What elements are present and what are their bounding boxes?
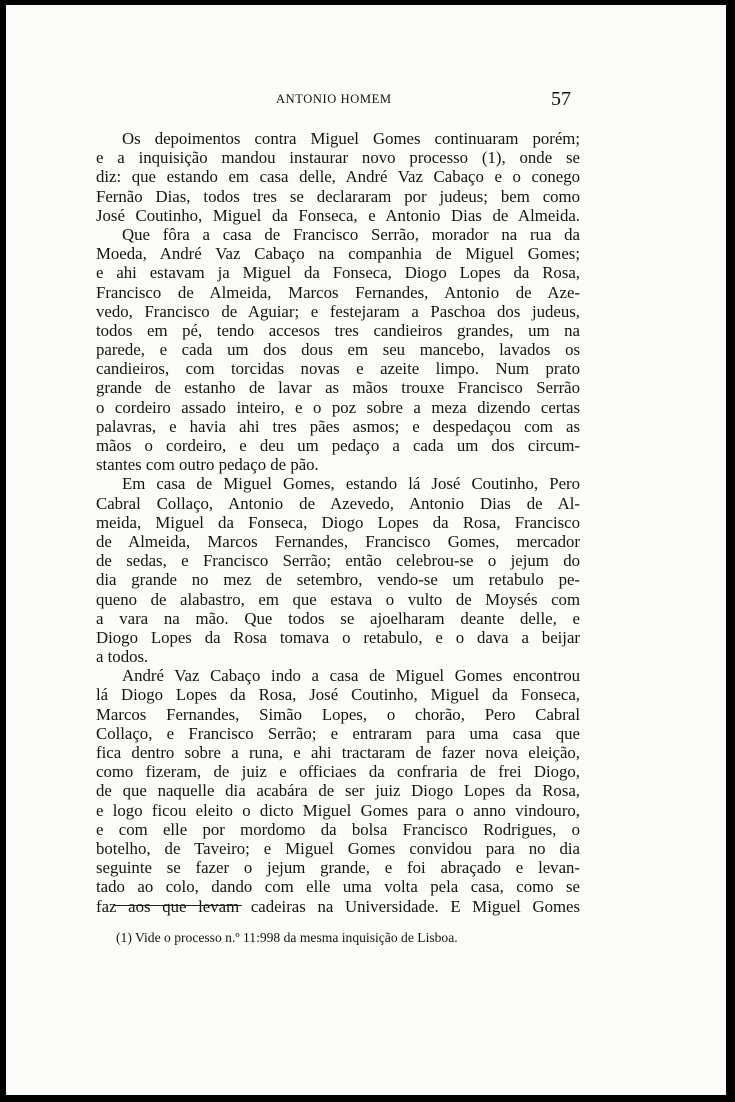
text-line: parede, e cada um dos dous em seu mancebo, lavados os <box>96 340 580 360</box>
text-line: grande de estanho de lavar as mãos trouxe Francisco Serrão <box>96 378 580 398</box>
text-line: tado ao colo, dando com elle uma volta pela casa, como se <box>96 877 580 897</box>
text-line: mãos o cordeiro, e deu um pedaço a cada um dos circum- <box>96 436 580 455</box>
page-header <box>6 88 726 112</box>
text-line: Que fôra a casa de Francisco Serrão, morador na rua da <box>122 224 580 244</box>
text-line: a vara na mão. Que todos se ajoelharam deante delle, e <box>96 608 580 628</box>
text-line: André Vaz Cabaço indo a casa de Miguel Gomes encontrou <box>122 666 580 686</box>
text-line: José Coutinho, Miguel da Fonseca, e Antonio Dias de Almeida. <box>96 205 580 225</box>
text-line: dia grande no mez de setembro, vendo-se um retabulo pe- <box>96 570 580 590</box>
text-line: botelho, de Taveiro; e Miguel Gomes convidou para no dia <box>96 838 580 858</box>
text-line: de Almeida, Marcos Fernandes, Francisco Gomes, mercador <box>96 531 580 551</box>
text-line: stantes com outro pedaço de pão. <box>96 455 319 475</box>
text-line: faz aos que levam cadeiras na Universidade. E Miguel Gomes <box>96 896 580 916</box>
text-line: como fizeram, de juiz e officiaes da confraria de frei Diogo, <box>96 762 580 782</box>
text-line: o cordeiro assado inteiro, e o poz sobre a meza dizendo certas <box>96 397 580 417</box>
text-line: e com elle por mordomo da bolsa Francisco Rodrigues, o <box>96 819 580 839</box>
text-line: e ahi estavam ja Miguel da Fonseca, Diogo Lopes da Rosa, <box>96 263 580 283</box>
text-line: todos em pé, tendo accesos tres candieiros grandes, um na <box>96 320 580 340</box>
text-line: queno de alabastro, em que estava o vulto de Moysés com <box>96 589 580 609</box>
text-line: candieiros, com torcidas novas e azeite limpo. Num prato <box>96 359 580 379</box>
text-line: Fernão Dias, todos tres se declararam por judeus; bem como <box>96 186 580 206</box>
text-line: Os depoimentos contra Miguel Gomes continuaram porém; <box>122 129 580 148</box>
text-line: diz: que estando em casa delle, André Vaz Cabaço e o conego <box>96 167 580 187</box>
text-line: Cabral Collaço, Antonio de Azevedo, Antonio Dias de Al- <box>96 493 580 513</box>
text-line: e logo ficou eleito o dicto Miguel Gomes para o anno vindouro, <box>96 800 580 820</box>
text-line: meida, Miguel da Fonseca, Diogo Lopes da Rosa, Francisco <box>96 512 580 532</box>
text-line: fica dentro sobre a runa, e ahi tractaram de fazer nova eleição, <box>96 743 580 762</box>
text-line: de sedas, e Francisco Serrão; então celebrou-se o jejum do <box>96 551 580 571</box>
footnote: (1) Vide o processo n.º 11:998 da mesma inquisição de Lisboa. <box>116 930 458 945</box>
footnote-divider <box>114 905 242 906</box>
text-line: Em casa de Miguel Gomes, estando lá José Coutinho, Pero <box>122 474 580 494</box>
text-line: a todos. <box>96 647 149 667</box>
text-line: de que naquelle dia acabára de ser juiz Diogo Lopes da Rosa, <box>96 781 580 801</box>
running-title: ANTONIO HOMEM <box>276 92 392 106</box>
page-number: 57 <box>551 88 571 110</box>
text-line: e a inquisição mandou instaurar novo processo (1), onde se <box>96 148 580 168</box>
text-line: Moeda, André Vaz Cabaço na companhia de Miguel Gomes; <box>96 244 580 264</box>
body-text <box>96 129 580 916</box>
text-line: Marcos Fernandes, Simão Lopes, o chorão, Pero Cabral <box>96 704 580 724</box>
text-line: lá Diogo Lopes da Rosa, José Coutinho, Miguel da Fonseca, <box>96 685 580 705</box>
text-line: Collaço, e Francisco Serrão; e entraram para uma casa que <box>96 723 580 743</box>
text-line: Francisco de Almeida, Marcos Fernandes, Antonio de Aze- <box>96 282 580 302</box>
text-line: seguinte se fazer o jejum grande, e foi abraçado e levan- <box>96 858 580 878</box>
text-line: palavras, e havia ahi tres pães asmos; e despedaçou com as <box>96 416 580 436</box>
book-page <box>6 5 726 1095</box>
text-line: vedo, Francisco de Aguiar; e festejaram a Paschoa dos judeus, <box>96 301 580 321</box>
text-line: Diogo Lopes da Rosa tomava o retabulo, e o dava a beijar <box>96 627 580 647</box>
